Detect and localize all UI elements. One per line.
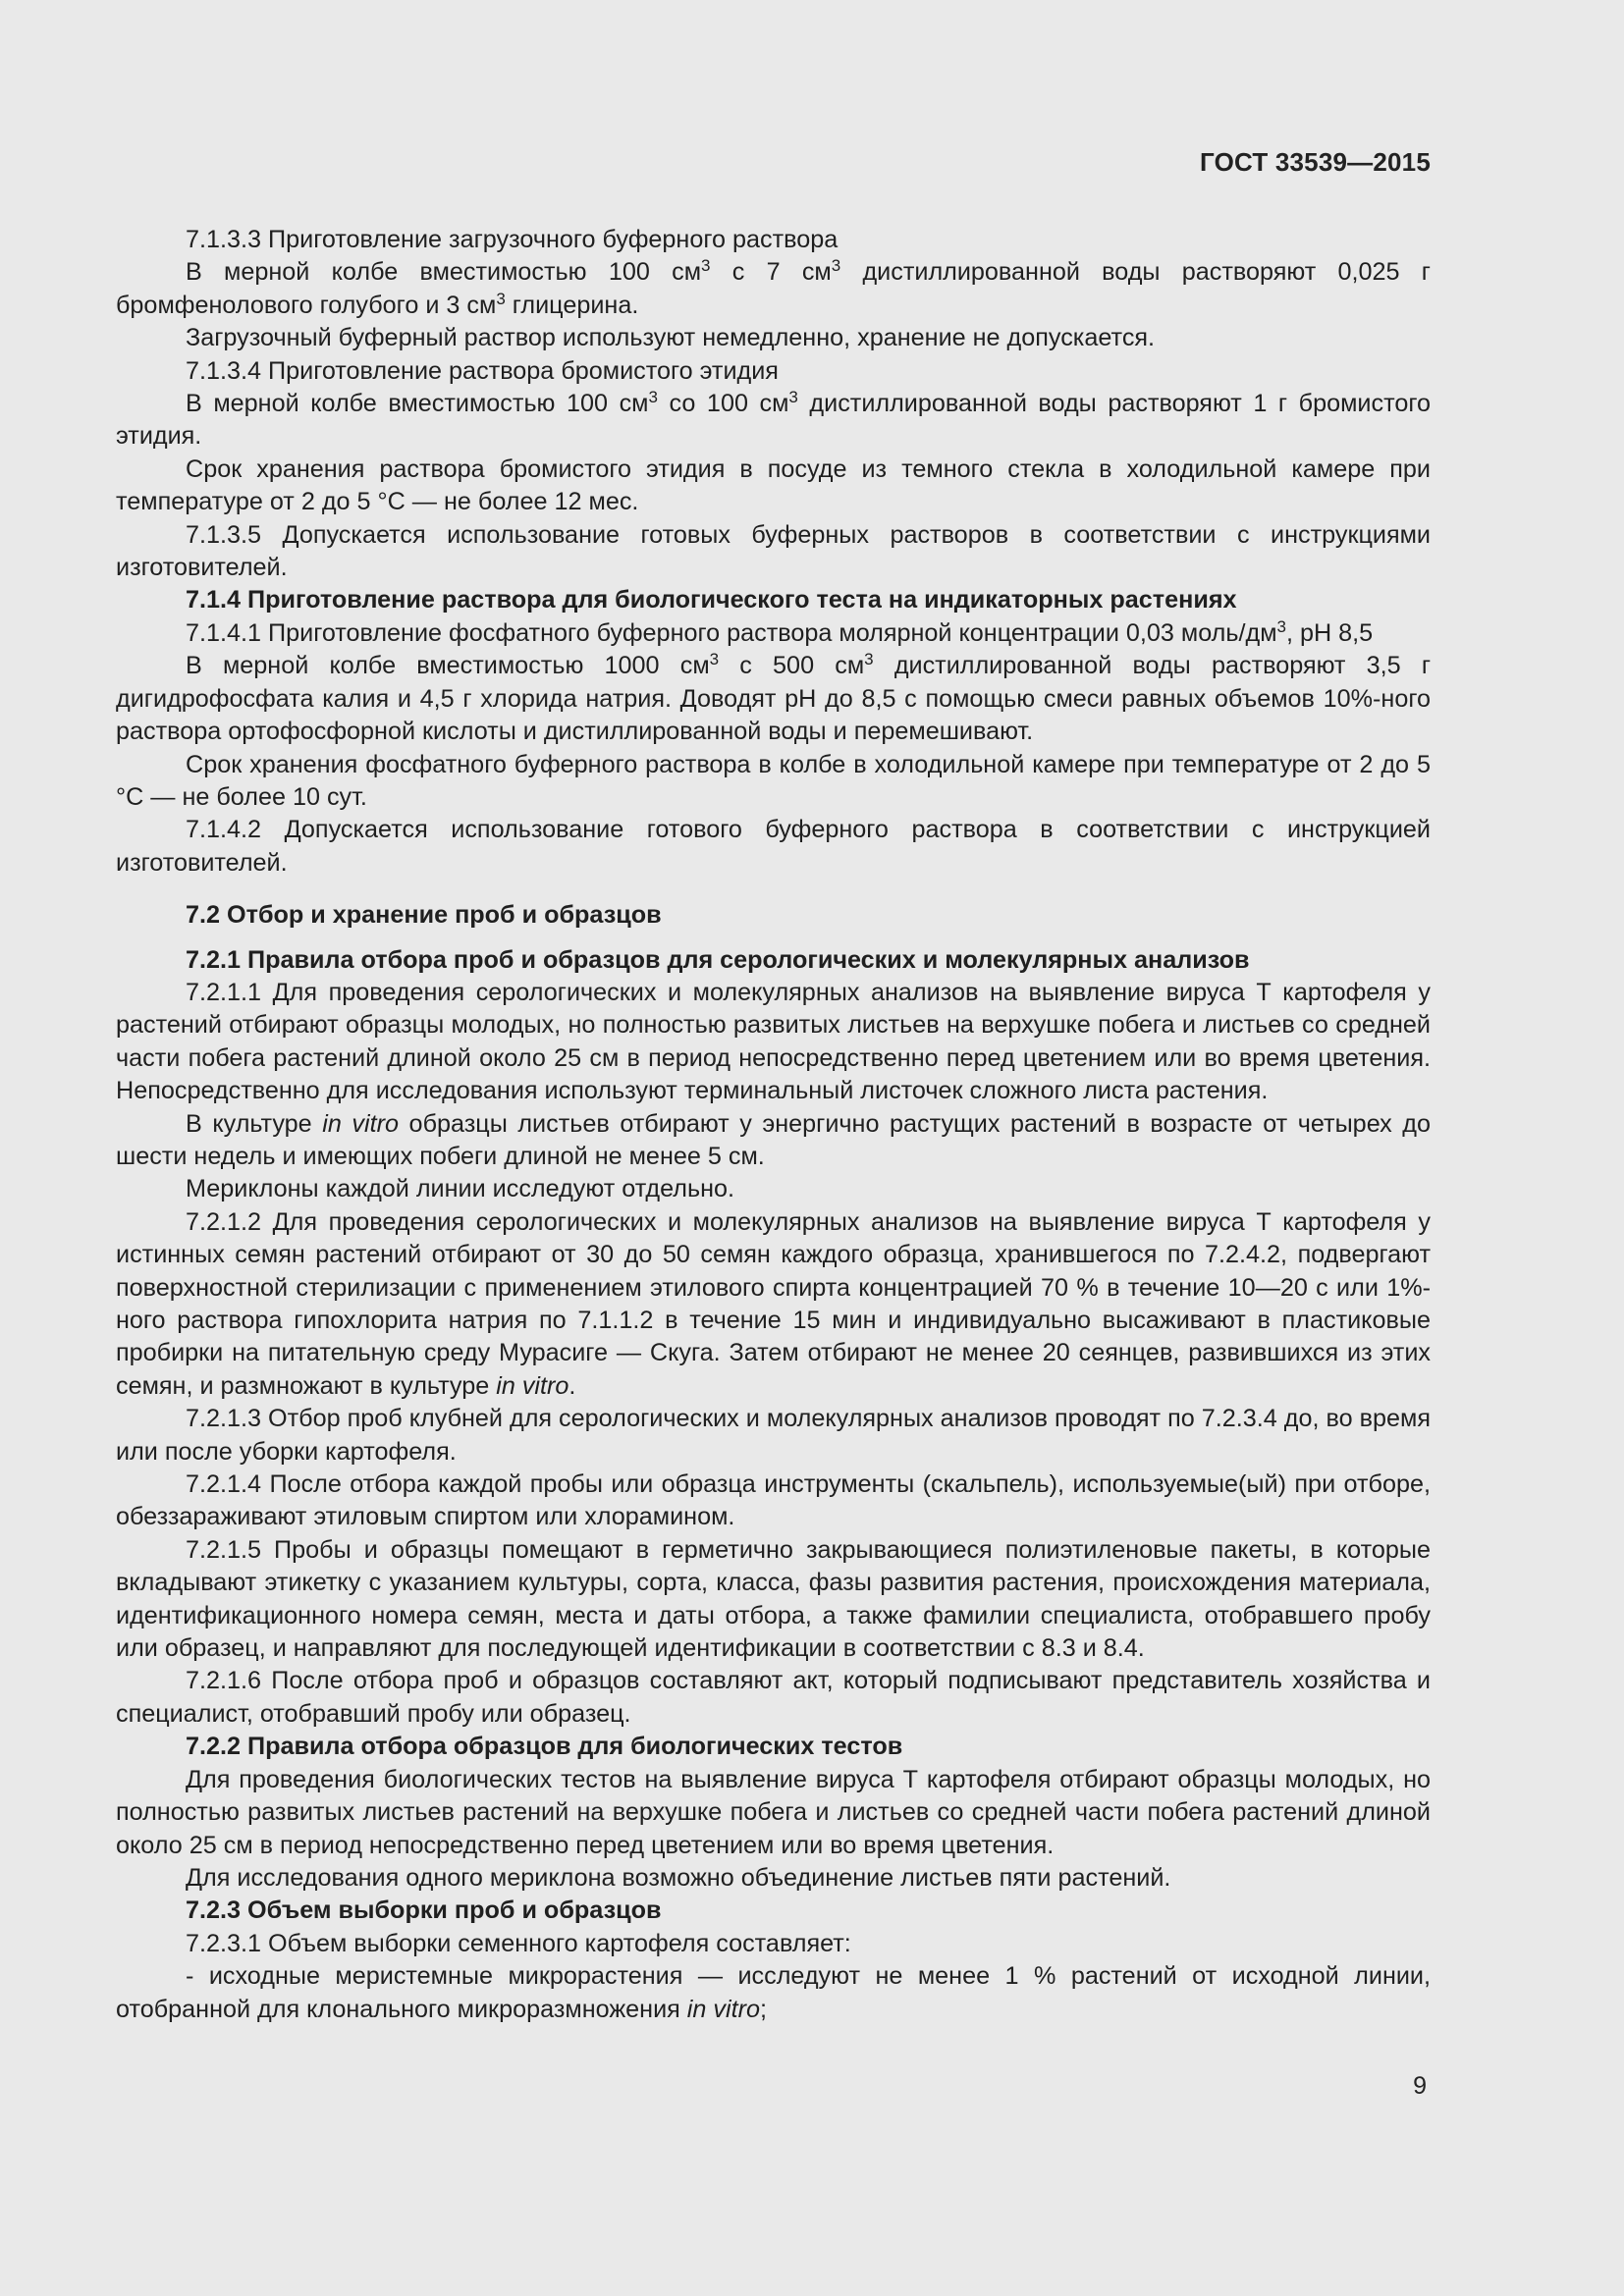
paragraph-in-vitro-leaves (116, 1108, 1431, 1174)
text-run: - исходные меристемные микрорастения — исследуют не менее 1 % растений от исходной линии, отобранной для клонального микроразмножения (116, 1962, 1431, 2023)
italic-term: in vitro (496, 1371, 569, 1400)
superscript: 3 (1276, 616, 1286, 636)
heading-7-2: 7.2 Отбор и хранение проб и образцов (186, 901, 662, 930)
paragraph-7-1-3-3: 7.1.3.3 Приготовление загрузочного буферного раствора (186, 226, 839, 253)
paragraph-meriklons: Мериклоны каждой линии исследуют отдельно. (186, 1175, 734, 1203)
heading-7-2-1: 7.2.1 Правила отбора проб и образцов для серологических и молекулярных анализов (186, 945, 1250, 974)
paragraph-7-2-1-5: 7.2.1.5 Пробы и образцы помещают в герметично закрывающиеся полиэтиленовые пакеты, в которые вкладывают этикетку с указанием культуры, сорта, класса, фазы развития растения, происхождения материала, идентификационного номера семян, места и даты отбора, а также фамилии специалиста, отобравшего пробу или образец, и направляют для последующей идентификации в соответствии с 8.3 и 8.4. (116, 1535, 1431, 1663)
paragraph-7-1-3-4-body (116, 388, 1431, 454)
paragraph-meristem-sampling (116, 1960, 1431, 2026)
text-run: глицерина. (505, 291, 639, 319)
text-run: со 100 см (657, 390, 789, 418)
text-run: дистиллированной воды растворяют 1 г бромистого этидия. (116, 390, 1431, 451)
paragraph-ethidium-storage: Срок хранения раствора бромистого этидия в посуде из темного стекла в холодильной камере при температуре от 2 до 5 °С — не более 12 мес. (116, 454, 1431, 516)
italic-term: in vitro (322, 1109, 399, 1138)
text-run: В культуре (186, 1109, 323, 1138)
paragraph-7-1-4-1-body (116, 650, 1431, 748)
paragraph-phosphate-storage: Срок хранения фосфатного буферного раствора в колбе в холодильной камере при температуре от 2 до 5 °С — не более 10 сут. (116, 750, 1431, 811)
italic-term: in vitro (686, 1995, 760, 2023)
text-run: . (568, 1371, 576, 1400)
text-run: с 500 см (719, 652, 865, 680)
text-run: дистиллированной воды растворяют 3,5 г дигидрофосфата калия и 4,5 г хлорида натрия. Доводят pH до 8,5 с помощью смеси равных объемов 10%-ного раствора ортофосфорной кислоты и дистиллированной воды и перемешивают. (116, 652, 1432, 746)
superscript: 3 (496, 289, 506, 308)
paragraph-meriklon-combination: Для исследования одного мериклона возможно объединение листьев пяти растений. (186, 1863, 1171, 1892)
paragraph-loading-buffer-usage: Загрузочный буферный раствор используют немедленно, хранение не допускается. (186, 324, 1156, 352)
paragraph-7-2-2-body: Для проведения биологических тестов на выявление вируса Т картофеля отбирают образцы молодых, но полностью развитых листьев растений на верхушке побега и листьев со средней части побега растений длиной около 25 см в период непосредственно перед цветением или во время цветения. (116, 1765, 1431, 1859)
text-run: с 7 см (710, 258, 832, 287)
paragraph-7-1-4-1 (116, 617, 1431, 650)
heading-7-2-3: 7.2.3 Объем выборки проб и образцов (186, 1896, 662, 1925)
text-run: 7.1.4.1 Приготовление фосфатного буферного раствора молярной концентрации 0,03 моль/дм (186, 618, 1277, 647)
text-run: В мерной колбе вместимостью 1000 см (186, 652, 710, 680)
paragraph-7-2-1-2 (116, 1206, 1431, 1403)
text-run: В мерной колбе вместимостью 100 см (186, 390, 649, 418)
superscript: 3 (788, 388, 798, 407)
superscript: 3 (831, 256, 841, 276)
text-run: ; (759, 1995, 767, 2023)
paragraph-7-2-3-1: 7.2.3.1 Объем выборки семенного картофеля составляет: (186, 1929, 851, 1957)
document-header: ГОСТ 33539—2015 (1200, 147, 1431, 177)
page-number: 9 (1413, 2072, 1427, 2100)
paragraph-7-1-3-3-body (116, 256, 1431, 322)
paragraph-7-1-4-2: 7.1.4.2 Допускается использование готового буферного раствора в соответствии с инструкцией изготовителей. (116, 816, 1431, 877)
text-run: , pH 8,5 (1285, 618, 1374, 647)
paragraph-7-2-1-3: 7.2.1.3 Отбор проб клубней для серологических и молекулярных анализов проводят по 7.2.3.4 до, во время или после уборки картофеля. (116, 1405, 1431, 1466)
superscript: 3 (648, 388, 658, 407)
text-run: В мерной колбе вместимостью 100 см (186, 258, 702, 287)
paragraph-7-2-1-6: 7.2.1.6 После отбора проб и образцов составляют акт, который подписывают представитель хозяйства и специалист, отобравший пробу или образец. (116, 1667, 1431, 1728)
paragraph-7-1-3-5: 7.1.3.5 Допускается использование готовых буферных растворов в соответствии с инструкциями изготовителей. (116, 520, 1431, 582)
text-run: 7.2.1.2 Для проведения серологических и молекулярных анализов на выявление вируса Т картофеля у истинных семян растений отбирают от 30 до 50 семян каждого образца, хранившегося по 7.2.4.2, подвергают поверхностной стерилизации с применением этилового спирта концентрацией 70 % в течение 10—20 с или 1%-ного раствора гипохлорита натрия по 7.1.1.2 в течение 15 мин и индивидуально высаживают в пластиковые пробирки на питательную среду Мурасиге — Скуга. Затем отбирают не менее 20 сеянцев, развившихся из этих семян, и размножают в культуре (116, 1207, 1431, 1400)
superscript: 3 (709, 650, 720, 669)
superscript: 3 (701, 256, 711, 276)
heading-7-2-2: 7.2.2 Правила отбора образцов для биологических тестов (186, 1733, 903, 1761)
heading-7-1-4: 7.1.4 Приготовление раствора для биологического теста на индикаторных растениях (186, 586, 1237, 614)
document-body (116, 224, 1431, 2026)
superscript: 3 (864, 650, 874, 669)
paragraph-7-2-1-4: 7.2.1.4 После отбора каждой пробы или образца инструменты (скальпель), используемые(ый) при отборе, обеззараживают этиловым спиртом или хлорамином. (116, 1470, 1431, 1531)
paragraph-7-2-1-1: 7.2.1.1 Для проведения серологических и молекулярных анализов на выявление вируса Т картофеля у растений отбирают образцы молодых, но полностью развитых листьев на верхушке побега и листьев со средней части побега растений длиной около 25 см в период непосредственно перед цветением или во время цветения. Непосредственно для исследования используют терминальный листочек сложного листа растения. (116, 978, 1431, 1105)
text-run: образцы листьев отбирают у энергично растущих растений в возрасте от четырех до шести недель и имеющих побеги длиной не менее 5 см. (116, 1109, 1431, 1170)
text-run: дистиллированной воды растворяют 0,025 г бромфенолового голубого и 3 см (116, 258, 1431, 319)
paragraph-7-1-3-4: 7.1.3.4 Приготовление раствора бромистого этидия (186, 356, 779, 385)
